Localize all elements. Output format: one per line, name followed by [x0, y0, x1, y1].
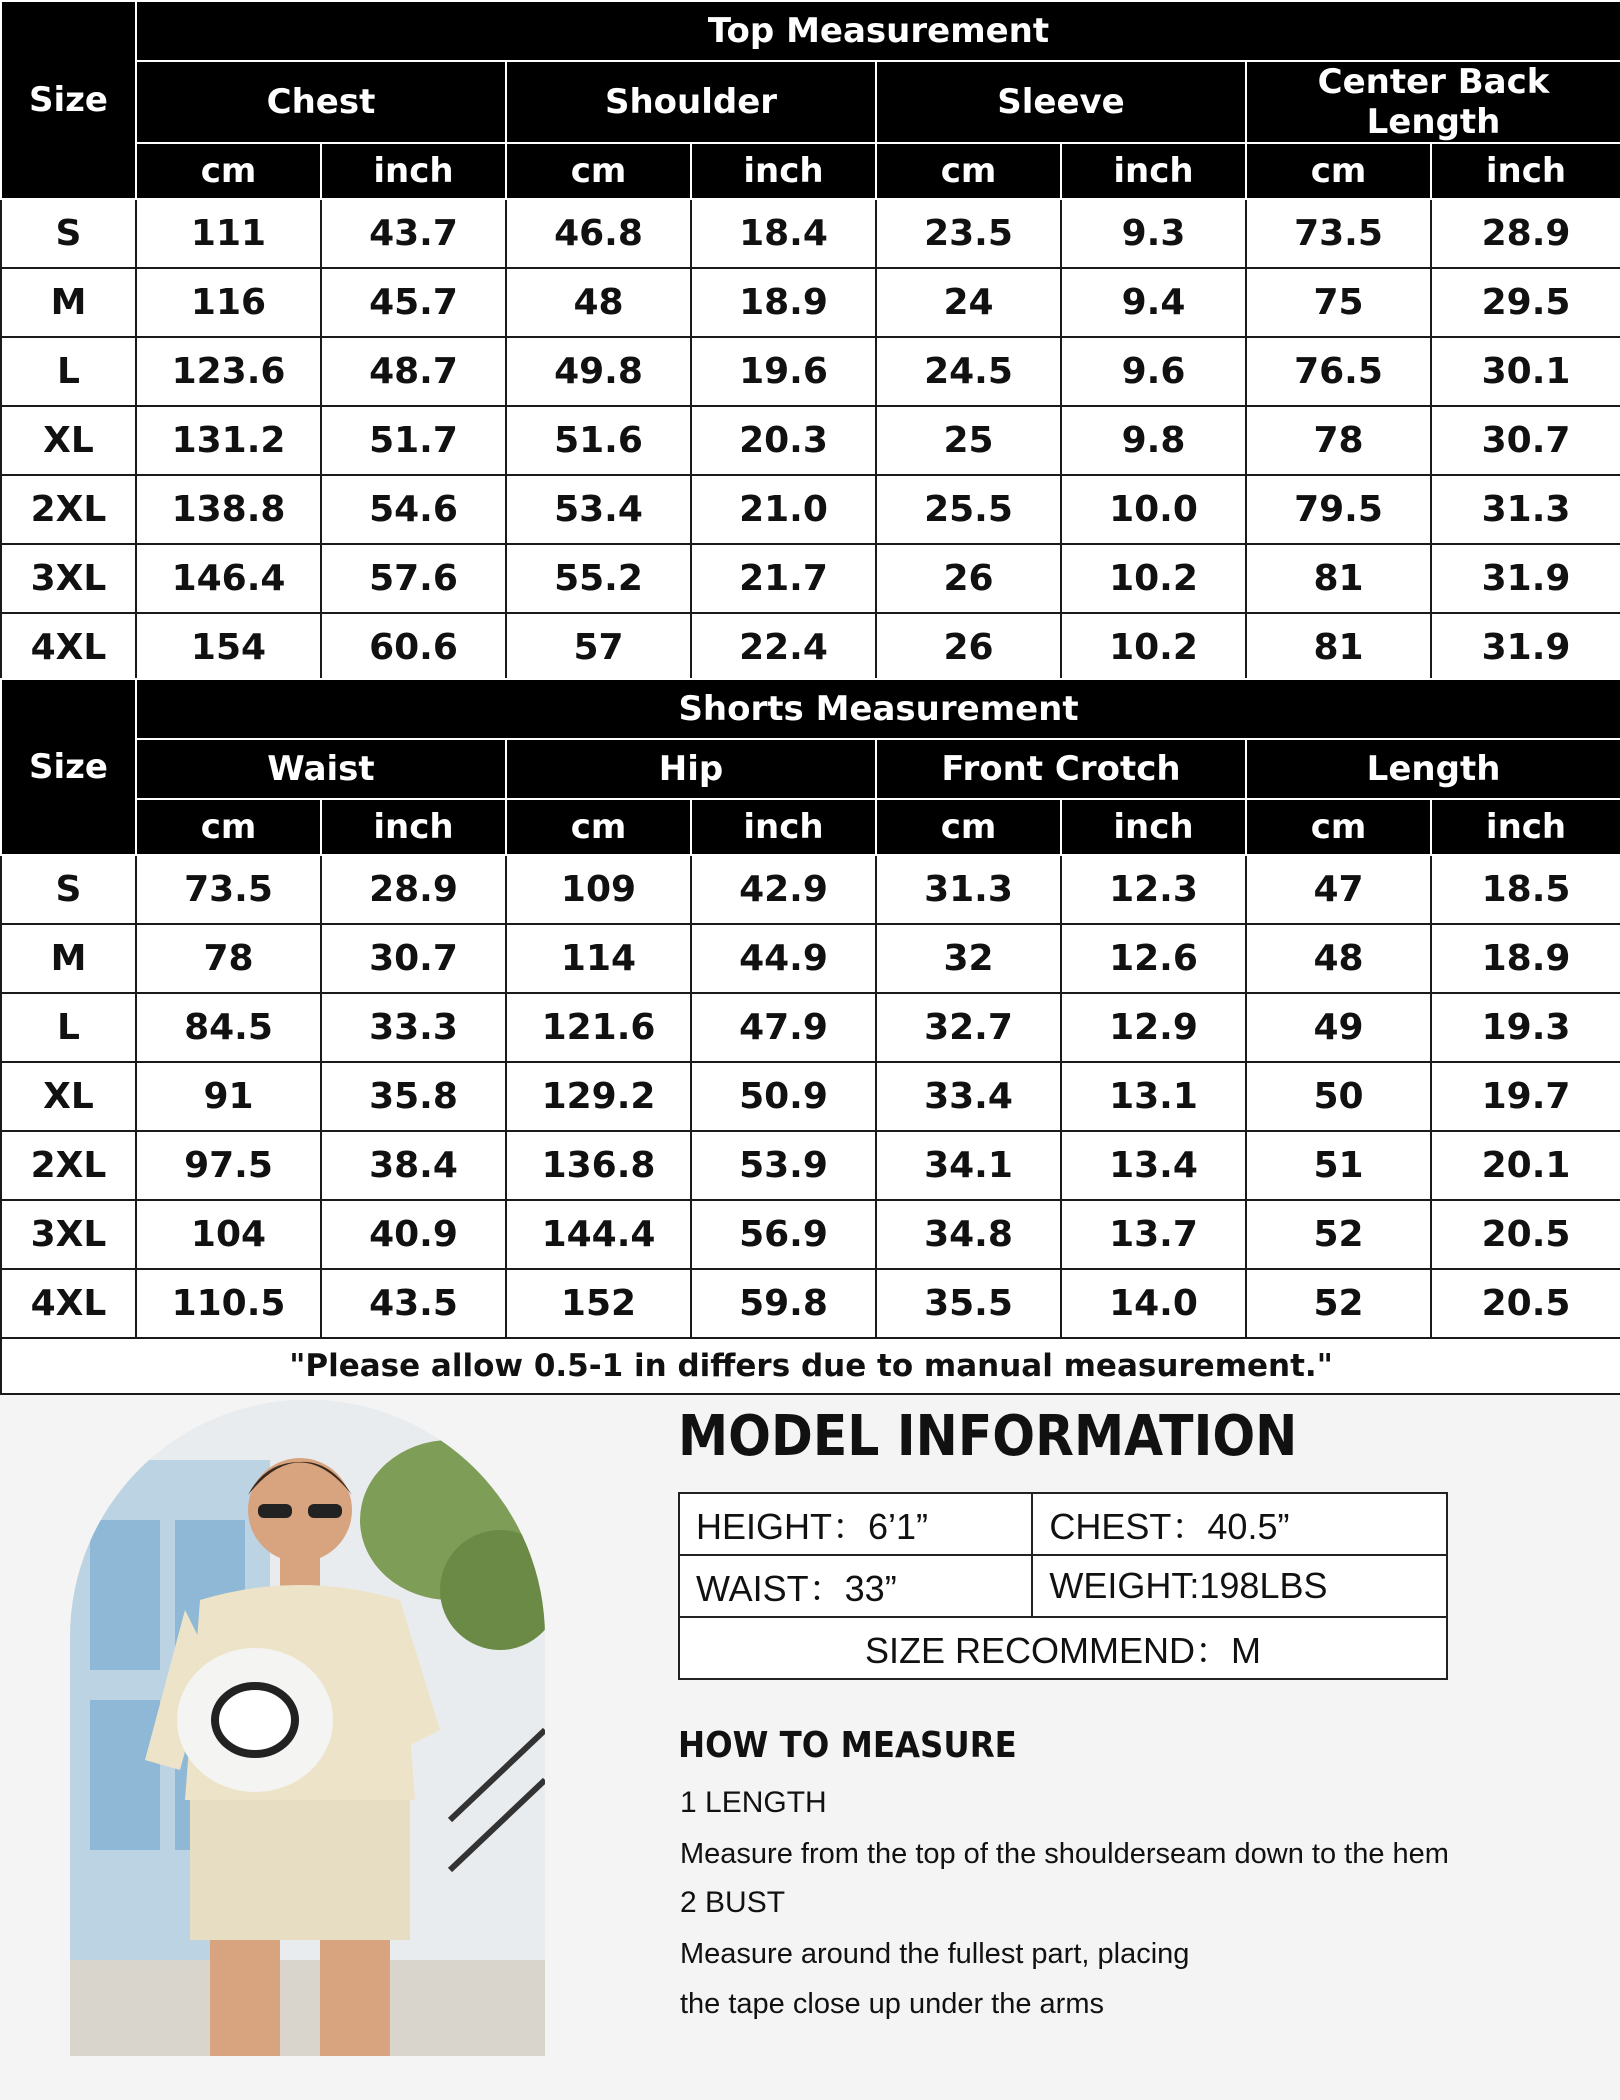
table-row [1, 613, 1620, 682]
value-cell: 110.5 [136, 1269, 321, 1338]
size-cell: 2XL [1, 475, 136, 544]
unit-header: inch [321, 143, 506, 199]
value-cell: 84.5 [136, 993, 321, 1062]
value-cell: 19.6 [691, 337, 876, 406]
value-cell: 55.2 [506, 544, 691, 613]
unit-header: cm [506, 799, 691, 855]
value-cell: 24.5 [876, 337, 1061, 406]
value-cell: 81 [1246, 544, 1431, 613]
size-cell: XL [1, 406, 136, 475]
value-cell: 33.3 [321, 993, 506, 1062]
value-cell: 10.2 [1061, 613, 1246, 682]
value-cell: 47 [1246, 855, 1431, 924]
value-cell: 51.6 [506, 406, 691, 475]
value-cell: 53.9 [691, 1131, 876, 1200]
value-cell: 20.1 [1431, 1131, 1620, 1200]
value-cell: 9.4 [1061, 268, 1246, 337]
value-cell: 123.6 [136, 337, 321, 406]
value-cell: 9.3 [1061, 199, 1246, 268]
value-cell: 13.7 [1061, 1200, 1246, 1269]
size-cell: 4XL [1, 1269, 136, 1338]
value-cell: 32.7 [876, 993, 1061, 1062]
table-row [1, 1200, 1620, 1269]
model-chest: CHEST：40.5” [1032, 1493, 1447, 1555]
value-cell: 25.5 [876, 475, 1061, 544]
value-cell: 48 [1246, 924, 1431, 993]
group-header: Hip [506, 739, 876, 799]
unit-header: inch [321, 799, 506, 855]
value-cell: 34.8 [876, 1200, 1061, 1269]
size-cell: S [1, 855, 136, 924]
value-cell: 19.3 [1431, 993, 1620, 1062]
unit-header: inch [1061, 143, 1246, 199]
value-cell: 30.7 [1431, 406, 1620, 475]
value-cell: 18.9 [691, 268, 876, 337]
model-height: HEIGHT：6’1” [679, 1493, 1032, 1555]
unit-header: inch [691, 799, 876, 855]
value-cell: 28.9 [1431, 199, 1620, 268]
value-cell: 51 [1246, 1131, 1431, 1200]
value-cell: 23.5 [876, 199, 1061, 268]
value-cell: 34.1 [876, 1131, 1061, 1200]
value-cell: 48.7 [321, 337, 506, 406]
value-cell: 10.2 [1061, 544, 1246, 613]
value-cell: 116 [136, 268, 321, 337]
unit-header: cm [136, 799, 321, 855]
size-cell: S [1, 199, 136, 268]
measure-text-length: Measure from the top of the shoulderseam down to the hem [680, 1838, 1449, 1870]
value-cell: 40.9 [321, 1200, 506, 1269]
value-cell: 31.3 [876, 855, 1061, 924]
group-header: Chest [136, 61, 506, 143]
measure-text-bust-1: Measure around the fullest part, placing [680, 1938, 1190, 1970]
unit-header: inch [691, 143, 876, 199]
size-header: Size [1, 679, 136, 855]
value-cell: 146.4 [136, 544, 321, 613]
value-cell: 129.2 [506, 1062, 691, 1131]
value-cell: 9.8 [1061, 406, 1246, 475]
value-cell: 56.9 [691, 1200, 876, 1269]
table-row [1, 924, 1620, 993]
size-cell: 2XL [1, 1131, 136, 1200]
value-cell: 73.5 [136, 855, 321, 924]
value-cell: 14.0 [1061, 1269, 1246, 1338]
table-row [1, 544, 1620, 613]
table-row [1, 199, 1620, 268]
value-cell: 38.4 [321, 1131, 506, 1200]
value-cell: 28.9 [321, 855, 506, 924]
size-cell: L [1, 337, 136, 406]
value-cell: 54.6 [321, 475, 506, 544]
value-cell: 45.7 [321, 268, 506, 337]
value-cell: 42.9 [691, 855, 876, 924]
measurement-note: "Please allow 0.5-1 in differs due to manual measurement." [1, 1338, 1620, 1394]
value-cell: 57 [506, 613, 691, 682]
group-header: Waist [136, 739, 506, 799]
group-header: Sleeve [876, 61, 1246, 143]
value-cell: 51.7 [321, 406, 506, 475]
value-cell: 57.6 [321, 544, 506, 613]
value-cell: 152 [506, 1269, 691, 1338]
value-cell: 33.4 [876, 1062, 1061, 1131]
value-cell: 20.5 [1431, 1200, 1620, 1269]
unit-header: inch [1431, 799, 1620, 855]
value-cell: 26 [876, 613, 1061, 682]
value-cell: 75 [1246, 268, 1431, 337]
unit-header: cm [136, 143, 321, 199]
value-cell: 49.8 [506, 337, 691, 406]
value-cell: 30.1 [1431, 337, 1620, 406]
size-cell: 4XL [1, 613, 136, 682]
value-cell: 50.9 [691, 1062, 876, 1131]
unit-header: cm [876, 799, 1061, 855]
size-cell: L [1, 993, 136, 1062]
unit-header: inch [1061, 799, 1246, 855]
value-cell: 35.5 [876, 1269, 1061, 1338]
value-cell: 18.4 [691, 199, 876, 268]
table-row [1, 1062, 1620, 1131]
value-cell: 76.5 [1246, 337, 1431, 406]
measure-heading-length: 1 LENGTH [680, 1786, 827, 1819]
value-cell: 46.8 [506, 199, 691, 268]
group-header: Front Crotch [876, 739, 1246, 799]
value-cell: 48 [506, 268, 691, 337]
model-info-table [678, 1492, 1448, 1680]
model-photo [70, 1400, 545, 2056]
table-row [1, 475, 1620, 544]
table-row [1, 993, 1620, 1062]
value-cell: 73.5 [1246, 199, 1431, 268]
value-cell: 97.5 [136, 1131, 321, 1200]
top-measurement-table [0, 0, 1620, 683]
value-cell: 12.6 [1061, 924, 1246, 993]
unit-header: cm [506, 143, 691, 199]
group-header: Center Back Length [1246, 61, 1620, 143]
model-waist: WAIST：33” [679, 1555, 1032, 1617]
value-cell: 111 [136, 199, 321, 268]
value-cell: 12.9 [1061, 993, 1246, 1062]
size-cell: 3XL [1, 1200, 136, 1269]
table-row [1, 1269, 1620, 1338]
size-cell: XL [1, 1062, 136, 1131]
table-title: Shorts Measurement [136, 679, 1620, 739]
value-cell: 20.5 [1431, 1269, 1620, 1338]
value-cell: 18.9 [1431, 924, 1620, 993]
value-cell: 154 [136, 613, 321, 682]
model-info-title: MODEL INFORMATION [678, 1404, 1298, 1469]
value-cell: 21.7 [691, 544, 876, 613]
value-cell: 53.4 [506, 475, 691, 544]
value-cell: 20.3 [691, 406, 876, 475]
value-cell: 31.9 [1431, 613, 1620, 682]
value-cell: 47.9 [691, 993, 876, 1062]
shorts-measurement-table [0, 678, 1620, 1395]
value-cell: 32 [876, 924, 1061, 993]
value-cell: 121.6 [506, 993, 691, 1062]
group-header: Length [1246, 739, 1620, 799]
value-cell: 21.0 [691, 475, 876, 544]
value-cell: 131.2 [136, 406, 321, 475]
value-cell: 79.5 [1246, 475, 1431, 544]
value-cell: 60.6 [321, 613, 506, 682]
unit-header: cm [876, 143, 1061, 199]
size-cell: 3XL [1, 544, 136, 613]
value-cell: 81 [1246, 613, 1431, 682]
value-cell: 59.8 [691, 1269, 876, 1338]
value-cell: 9.6 [1061, 337, 1246, 406]
value-cell: 26 [876, 544, 1061, 613]
value-cell: 22.4 [691, 613, 876, 682]
value-cell: 25 [876, 406, 1061, 475]
value-cell: 12.3 [1061, 855, 1246, 924]
value-cell: 114 [506, 924, 691, 993]
value-cell: 52 [1246, 1269, 1431, 1338]
unit-header: inch [1431, 143, 1620, 199]
value-cell: 144.4 [506, 1200, 691, 1269]
table-row [1, 337, 1620, 406]
how-to-measure-title: HOW TO MEASURE [678, 1725, 1017, 1766]
value-cell: 50 [1246, 1062, 1431, 1131]
value-cell: 104 [136, 1200, 321, 1269]
table-title: Top Measurement [136, 1, 1620, 61]
value-cell: 43.7 [321, 199, 506, 268]
measure-text-bust-2: the tape close up under the arms [680, 1988, 1104, 2020]
value-cell: 35.8 [321, 1062, 506, 1131]
value-cell: 78 [1246, 406, 1431, 475]
table-row [1, 406, 1620, 475]
table-row [1, 1131, 1620, 1200]
group-header: Shoulder [506, 61, 876, 143]
value-cell: 44.9 [691, 924, 876, 993]
unit-header: cm [1246, 799, 1431, 855]
size-cell: M [1, 924, 136, 993]
value-cell: 18.5 [1431, 855, 1620, 924]
size-header: Size [1, 1, 136, 199]
value-cell: 24 [876, 268, 1061, 337]
unit-header: cm [1246, 143, 1431, 199]
model-weight: WEIGHT:198LBS [1032, 1555, 1447, 1617]
table-row [1, 855, 1620, 924]
value-cell: 78 [136, 924, 321, 993]
size-cell: M [1, 268, 136, 337]
value-cell: 30.7 [321, 924, 506, 993]
value-cell: 43.5 [321, 1269, 506, 1338]
size-recommend: SIZE RECOMMEND：M [679, 1617, 1447, 1679]
value-cell: 19.7 [1431, 1062, 1620, 1131]
value-cell: 136.8 [506, 1131, 691, 1200]
value-cell: 13.4 [1061, 1131, 1246, 1200]
value-cell: 91 [136, 1062, 321, 1131]
value-cell: 109 [506, 855, 691, 924]
value-cell: 138.8 [136, 475, 321, 544]
value-cell: 13.1 [1061, 1062, 1246, 1131]
value-cell: 31.9 [1431, 544, 1620, 613]
table-row [1, 268, 1620, 337]
value-cell: 52 [1246, 1200, 1431, 1269]
measure-heading-bust: 2 BUST [680, 1886, 786, 1919]
value-cell: 10.0 [1061, 475, 1246, 544]
value-cell: 49 [1246, 993, 1431, 1062]
value-cell: 29.5 [1431, 268, 1620, 337]
value-cell: 31.3 [1431, 475, 1620, 544]
